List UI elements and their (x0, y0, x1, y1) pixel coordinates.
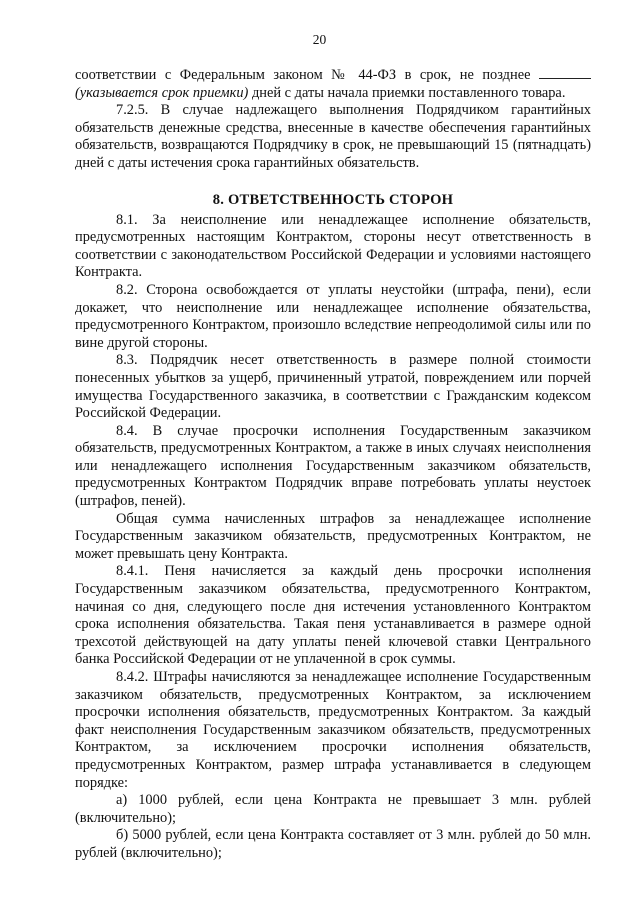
blank-line (539, 66, 591, 79)
section-heading: 8. ОТВЕТСТВЕННОСТЬ СТОРОН (212, 191, 454, 208)
clause-8-3: 8.3. Подрядчик несет ответственность в размере полной стоимости понесенных убытков за ущерб, причиненный утратой, повреждением или порчей имущества Государственного заказчика, в соответствии с Гражданским кодексом Российской Федерации. (75, 352, 591, 422)
list-item-a: а) 1000 рублей, если цена Контракта не превышает 3 млн. рублей (включительно); (75, 792, 591, 826)
document-body (75, 66, 591, 863)
clause-8-4-2: 8.4.2. Штрафы начисляются за ненадлежащее исполнение Государственным заказчиком обязательств, предусмотренных Контрактом, за исключением просрочки исполнения обязательств, предусмотренных Контрактом. За каждый факт неисполнения Государственным заказчиком обязательств, предусмотренных Контрактом, за исключением просрочки исполнения обязательств, предусмотренных Контрактом, размер штрафа устанавливается в следующем порядке: (75, 669, 591, 791)
list-item-b: б) 5000 рублей, если цена Контракта составляет от 3 млн. рублей до 50 млн. рублей (включительно); (75, 827, 591, 861)
clause-8-4-1: 8.4.1. Пеня начисляется за каждый день просрочки исполнения Государственным заказчиком обязательства, предусмотренного Контрактом, начиная со дня, следующего после дня истечения установленного Контрактом срока исполнения обязательства. Такая пеня устанавливается в размере одной трехсотой действующей на дату уплаты пеней ключевой ставки Центрального банка Российской Федерации от не уплаченной в срок суммы. (75, 563, 591, 668)
continuation-paragraph (75, 66, 591, 102)
italic-note: (указывается срок приемки) (75, 84, 249, 101)
continuation-end: дней с даты начала приемки поставленного товара. (251, 84, 566, 101)
page-number: 20 (312, 32, 327, 47)
clause-8-4-total: Общая сумма начисленных штрафов за ненадлежащее исполнение Государственным заказчиком обязательств, предусмотренных Контрактом, не может превышать цену Контракта. (75, 510, 591, 562)
clause-7-2-5: 7.2.5. В случае надлежащего выполнения Подрядчиком гарантийных обязательств денежные средства, внесенные в качестве обеспечения гарантийных обязательств, возвращаются Подрядчику в срок, не превышающий 15 (пятнадцать) дней с даты истечения срока гарантийных обязательств. (75, 102, 591, 171)
continuation-text: соответствии с Федеральным законом № 44-ФЗ в срок, не позднее (75, 67, 531, 83)
clause-8-4: 8.4. В случае просрочки исполнения Государственным заказчиком обязательств, предусмотренных Контрактом, а также в иных случаях неисполнения или ненадлежащего исполнения Государственным заказчиком обязательств, предусмотренных Контрактом Подрядчик вправе потребовать уплаты неустоек (штрафов, пеней). (75, 422, 591, 510)
clause-8-1: 8.1. За неисполнение или ненадлежащее исполнение обязательств, предусмотренных настоящим Контрактом, стороны несут ответственность в соответствии с законодательством Российской Федерации и условиями настоящего Контракта. (75, 211, 591, 281)
clause-8-2: 8.2. Сторона освобождается от уплаты неустойки (штрафа, пени), если докажет, что неисполнение или ненадлежащее исполнение обязательства, предусмотренного Контрактом, произошло вследствие непреодолимой силы или по вине другой стороны. (75, 281, 591, 351)
